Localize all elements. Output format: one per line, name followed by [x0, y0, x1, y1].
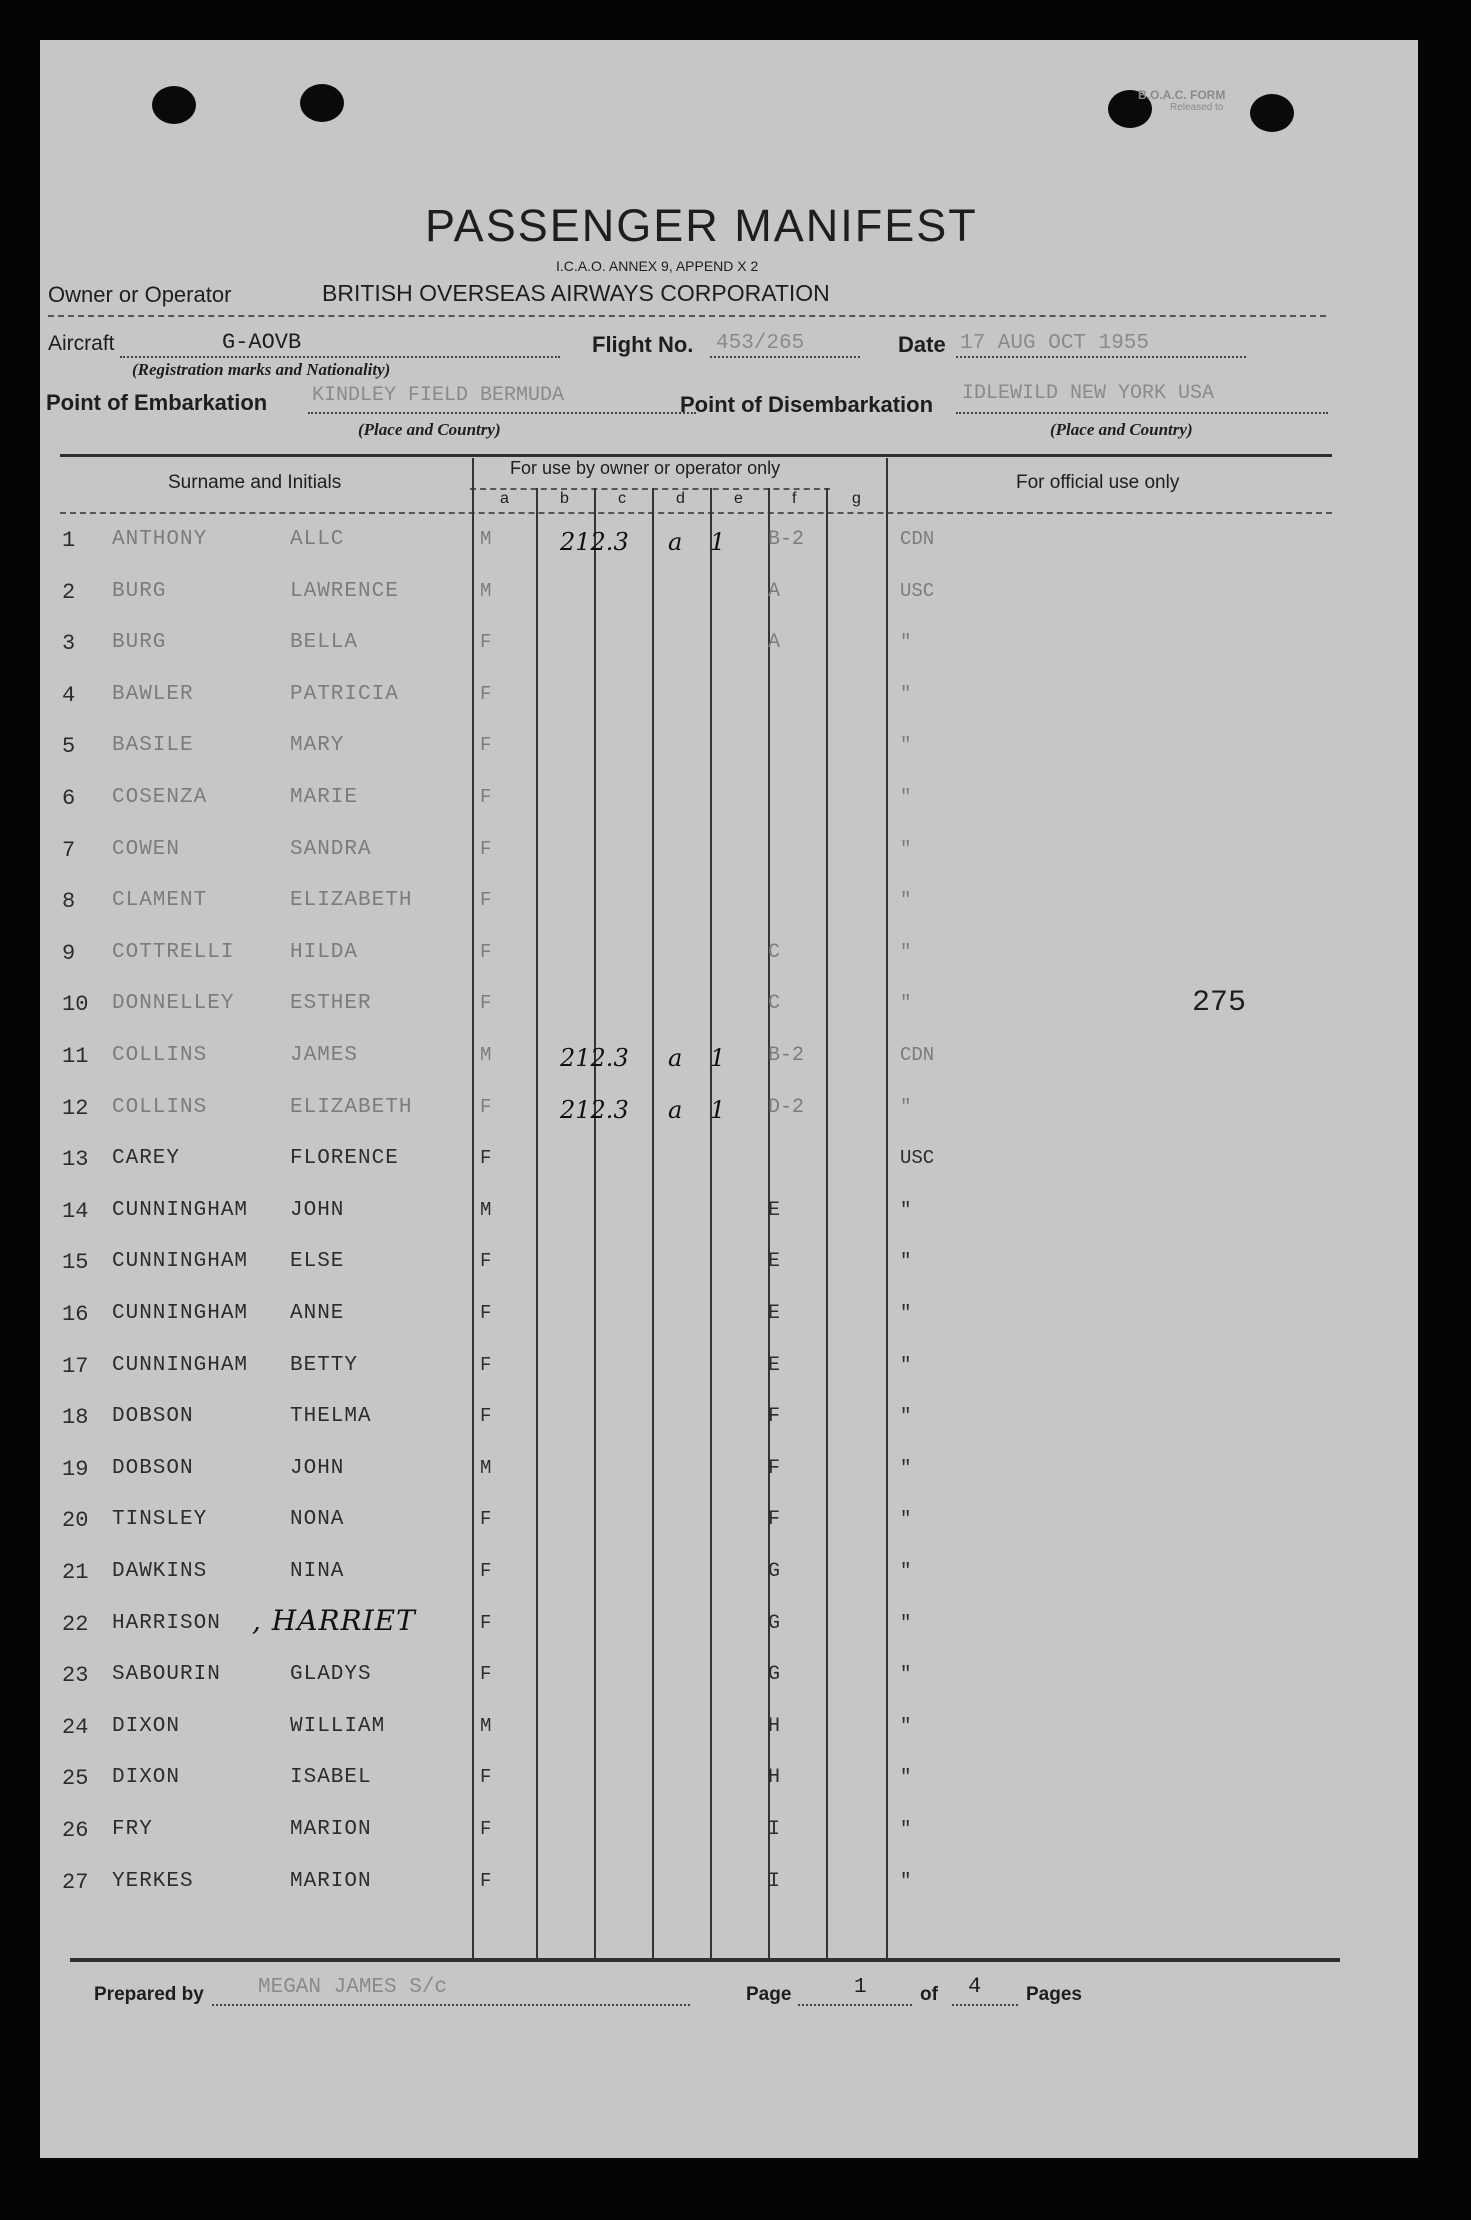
row-number: 10 — [62, 992, 89, 1018]
code-b: 212.3 — [560, 1044, 629, 1072]
punch-hole-icon — [1250, 94, 1294, 132]
surname: YERKES — [112, 1869, 194, 1893]
official-mark: " — [900, 1869, 912, 1892]
official-mark: " — [900, 889, 912, 912]
initials: LAWRENCE — [290, 579, 399, 603]
initials: NONA — [290, 1508, 345, 1532]
table-row — [40, 786, 1418, 836]
embarkation-note: (Place and Country) — [358, 420, 501, 439]
initials: ISABEL — [290, 1766, 372, 1790]
official-mark: " — [900, 631, 912, 654]
official-mark: " — [900, 1714, 912, 1737]
surname: CUNNINGHAM — [112, 1198, 249, 1222]
sex-code: F — [480, 837, 492, 860]
code-e: 1 — [710, 1044, 726, 1072]
code-b: 212.3 — [560, 528, 629, 556]
table-row — [40, 1870, 1418, 1920]
table-row — [40, 838, 1418, 888]
table-row — [40, 1250, 1418, 1300]
initials: ELIZABETH — [290, 1095, 413, 1119]
row-number: 18 — [62, 1405, 89, 1431]
initials: ALLC — [290, 528, 345, 551]
surname: DIXON — [112, 1714, 181, 1738]
sex-code: F — [480, 1353, 492, 1376]
corner-form-sub: Released to — [1170, 102, 1224, 113]
official-mark: " — [900, 1405, 912, 1428]
embarkation-label: Point of Embarkation — [46, 390, 268, 415]
col-header-e: e — [734, 490, 743, 507]
initials: BELLA — [290, 631, 359, 655]
official-mark: " — [900, 682, 912, 705]
surname: CUNNINGHAM — [112, 1302, 249, 1325]
aircraft-note: (Registration marks and Nationality) — [132, 360, 391, 379]
code-f: E — [768, 1353, 781, 1377]
code-f: F — [768, 1405, 781, 1429]
code-f: F — [768, 1508, 781, 1532]
row-number: 6 — [62, 786, 76, 811]
initials: FLORENCE — [290, 1147, 399, 1171]
code-f: G — [768, 1611, 781, 1635]
official-mark: " — [900, 1663, 912, 1686]
code-d: a — [668, 1044, 683, 1072]
code-f: D-2 — [768, 1095, 805, 1119]
official-mark: " — [900, 1508, 912, 1531]
sex-code: F — [480, 940, 492, 963]
code-f: G — [768, 1560, 781, 1583]
punch-hole-icon — [300, 84, 344, 122]
table-row — [40, 734, 1418, 784]
page-label: Page — [746, 1984, 792, 2005]
total-pages: 4 — [968, 1974, 982, 1999]
surname: DOBSON — [112, 1456, 194, 1480]
sex-code: M — [480, 1198, 492, 1221]
code-e: 1 — [710, 1095, 726, 1124]
row-number: 1 — [62, 528, 76, 553]
row-number: 16 — [62, 1302, 89, 1327]
sex-code: M — [480, 579, 492, 602]
code-f: I — [768, 1818, 781, 1841]
sex-code: F — [480, 1560, 492, 1582]
official-mark: USC — [900, 1147, 935, 1170]
official-mark: CDN — [900, 528, 935, 550]
surname: FRY — [112, 1818, 153, 1841]
code-f: E — [768, 1198, 781, 1222]
row-number: 19 — [62, 1456, 89, 1482]
table-row — [40, 1044, 1418, 1094]
initials: THELMA — [290, 1405, 372, 1429]
code-f: E — [768, 1302, 781, 1325]
official-mark: " — [900, 1095, 912, 1118]
row-number: 14 — [62, 1198, 89, 1224]
page-title: PASSENGER MANIFEST — [425, 200, 978, 251]
official-mark: " — [900, 1560, 912, 1582]
sex-code: F — [480, 1869, 492, 1892]
row-number: 17 — [62, 1353, 89, 1379]
row-number: 4 — [62, 682, 76, 708]
code-f: F — [768, 1456, 781, 1480]
table-row — [40, 1302, 1418, 1352]
corner-form-label: B.O.A.C. FORM — [1138, 88, 1226, 102]
initials: ANNE — [290, 1302, 345, 1325]
surname: BASILE — [112, 734, 194, 758]
row-number: 12 — [62, 1095, 89, 1121]
code-f: B-2 — [768, 1044, 805, 1067]
row-number: 15 — [62, 1250, 89, 1276]
initials: PATRICIA — [290, 682, 399, 706]
sex-code: F — [480, 734, 492, 757]
initials: ELIZABETH — [290, 889, 413, 913]
sex-code: F — [480, 1250, 492, 1273]
code-f: E — [768, 1250, 781, 1274]
official-mark: " — [900, 940, 912, 963]
date-label: Date — [898, 332, 946, 357]
initials: GLADYS — [290, 1663, 372, 1687]
sex-code: F — [480, 631, 492, 654]
official-mark: USC — [900, 579, 935, 602]
initials: MARY — [290, 734, 345, 758]
page-number: 1 — [854, 1976, 867, 1999]
table-row — [40, 1766, 1418, 1816]
official-mark: " — [900, 734, 912, 757]
table-row — [40, 1818, 1418, 1868]
initials: BETTY — [290, 1353, 359, 1377]
sex-code: F — [480, 786, 492, 808]
official-mark: CDN — [900, 1044, 935, 1066]
surname: HARRISON — [112, 1611, 221, 1635]
col-header-a: a — [500, 490, 509, 507]
table-row — [40, 1354, 1418, 1404]
aircraft-value: G-AOVB — [222, 330, 302, 355]
code-b: 212.3 — [560, 1095, 629, 1124]
surname-header: Surname and Initials — [168, 472, 342, 493]
table-row — [40, 631, 1418, 681]
embarkation-value: KINDLEY FIELD BERMUDA — [312, 384, 565, 407]
disembarkation-label: Point of Disembarkation — [680, 392, 934, 417]
initials: NINA — [290, 1560, 345, 1583]
code-f: C — [768, 992, 781, 1016]
table-row — [40, 941, 1418, 991]
official-mark: " — [900, 1353, 912, 1376]
initials: WILLIAM — [290, 1714, 386, 1738]
official-mark: " — [900, 837, 912, 860]
initials: HILDA — [290, 940, 359, 964]
code-f: H — [768, 1714, 781, 1738]
stamp-number: 275 — [1192, 986, 1247, 1020]
initials: ESTHER — [290, 992, 372, 1016]
sex-code: M — [480, 1456, 492, 1479]
official-mark: " — [900, 992, 912, 1015]
table-row — [40, 1663, 1418, 1713]
sex-code: F — [480, 1766, 492, 1789]
sex-code: M — [480, 528, 492, 550]
sex-code: F — [480, 1663, 492, 1686]
official-mark: " — [900, 1766, 912, 1789]
surname: CLAMENT — [112, 889, 208, 913]
operator-header: For use by owner or operator only — [510, 458, 781, 478]
row-number: 24 — [62, 1714, 89, 1740]
surname: CUNNINGHAM — [112, 1250, 249, 1274]
row-number: 13 — [62, 1147, 89, 1173]
punch-hole-icon — [152, 86, 196, 124]
code-f: H — [768, 1766, 781, 1790]
official-mark: " — [900, 1302, 912, 1324]
disembarkation-note: (Place and Country) — [1050, 420, 1193, 439]
initials: , HARRIET — [252, 1603, 416, 1637]
official-mark: " — [900, 1611, 912, 1634]
initials: MARION — [290, 1869, 372, 1893]
surname: BURG — [112, 579, 167, 603]
owner-label: Owner or Operator — [48, 282, 232, 307]
table-row — [40, 1096, 1418, 1146]
initials: JAMES — [290, 1044, 359, 1067]
table-row — [40, 580, 1418, 630]
table-row — [40, 1715, 1418, 1765]
surname: CAREY — [112, 1147, 181, 1171]
surname: DIXON — [112, 1766, 181, 1790]
code-f: A — [768, 631, 781, 655]
col-header-f: f — [792, 490, 797, 507]
surname: DAWKINS — [112, 1560, 208, 1583]
table-row — [40, 1560, 1418, 1610]
row-number: 9 — [62, 940, 76, 966]
code-f: B-2 — [768, 528, 805, 551]
row-number: 2 — [62, 579, 76, 605]
row-number: 22 — [62, 1611, 89, 1637]
row-number: 25 — [62, 1766, 89, 1792]
sex-code: F — [480, 1147, 492, 1170]
row-number: 8 — [62, 889, 76, 915]
row-number: 20 — [62, 1508, 89, 1534]
aircraft-label: Aircraft — [48, 332, 115, 355]
sex-code: F — [480, 1818, 492, 1840]
surname: COLLINS — [112, 1095, 208, 1119]
code-f: C — [768, 940, 781, 964]
official-mark: " — [900, 1250, 912, 1273]
sex-code: F — [480, 1611, 492, 1634]
initials: SANDRA — [290, 837, 372, 861]
surname: COTTRELLI — [112, 940, 235, 964]
row-number: 11 — [62, 1044, 89, 1069]
pages-label: Pages — [1026, 1984, 1082, 2005]
row-number: 27 — [62, 1869, 89, 1895]
surname: COWEN — [112, 837, 181, 861]
surname: DONNELLEY — [112, 992, 235, 1016]
table-row — [40, 889, 1418, 939]
sex-code: M — [480, 1714, 492, 1737]
disembarkation-value: IDLEWILD NEW YORK USA — [962, 382, 1215, 405]
row-number: 26 — [62, 1818, 89, 1843]
code-f: I — [768, 1869, 781, 1893]
surname: SABOURIN — [112, 1663, 221, 1687]
code-d: a — [668, 528, 683, 556]
page-subtitle: I.C.A.O. ANNEX 9, APPEND X 2 — [556, 258, 759, 274]
date-value: 17 AUG OCT 1955 — [960, 332, 1150, 355]
row-number: 5 — [62, 734, 76, 760]
official-mark: " — [900, 1198, 912, 1221]
flight-value: 453/265 — [716, 332, 805, 355]
row-number: 7 — [62, 837, 76, 863]
of-label: of — [920, 1984, 938, 2005]
surname: DOBSON — [112, 1405, 194, 1429]
table-row — [40, 1147, 1418, 1197]
official-mark: " — [900, 786, 912, 808]
surname: ANTHONY — [112, 528, 208, 551]
sex-code: F — [480, 682, 492, 705]
surname: TINSLEY — [112, 1508, 208, 1532]
col-header-d: d — [676, 490, 685, 507]
col-header-c: c — [618, 490, 626, 507]
sex-code: F — [480, 1095, 492, 1118]
table-row — [40, 683, 1418, 733]
initials: ELSE — [290, 1250, 345, 1274]
initials: JOHN — [290, 1456, 345, 1480]
col-header-g: g — [852, 490, 861, 507]
table-row — [40, 1508, 1418, 1558]
code-d: a — [668, 1095, 683, 1124]
sex-code: M — [480, 1044, 492, 1066]
table-row — [40, 1405, 1418, 1455]
row-number: 23 — [62, 1663, 89, 1689]
row-number: 3 — [62, 631, 76, 657]
official-header: For official use only — [1016, 472, 1180, 493]
code-f: G — [768, 1663, 781, 1687]
sex-code: F — [480, 1508, 492, 1531]
official-mark: " — [900, 1456, 912, 1479]
code-f: A — [768, 579, 781, 603]
sex-code: F — [480, 889, 492, 912]
sex-code: F — [480, 1302, 492, 1324]
surname: COSENZA — [112, 786, 208, 809]
surname: COLLINS — [112, 1044, 208, 1067]
sex-code: F — [480, 1405, 492, 1428]
prepared-value: MEGAN JAMES S/c — [258, 1976, 448, 1999]
official-mark: " — [900, 1818, 912, 1840]
prepared-label: Prepared by — [94, 1984, 204, 2005]
initials: JOHN — [290, 1198, 345, 1222]
col-header-b: b — [560, 490, 569, 507]
sex-code: F — [480, 992, 492, 1015]
surname: BURG — [112, 631, 167, 655]
owner-value: BRITISH OVERSEAS AIRWAYS CORPORATION — [322, 280, 830, 306]
surname: CUNNINGHAM — [112, 1353, 249, 1377]
table-row — [40, 528, 1418, 578]
flight-label: Flight No. — [592, 332, 694, 357]
manifest-sheet — [40, 40, 1418, 2158]
code-e: 1 — [710, 528, 726, 556]
surname: BAWLER — [112, 682, 194, 706]
initials: MARIE — [290, 786, 359, 809]
initials: MARION — [290, 1818, 372, 1841]
table-row — [40, 1199, 1418, 1249]
table-row — [40, 1457, 1418, 1507]
table-row — [40, 1603, 1418, 1662]
row-number: 21 — [62, 1560, 89, 1585]
